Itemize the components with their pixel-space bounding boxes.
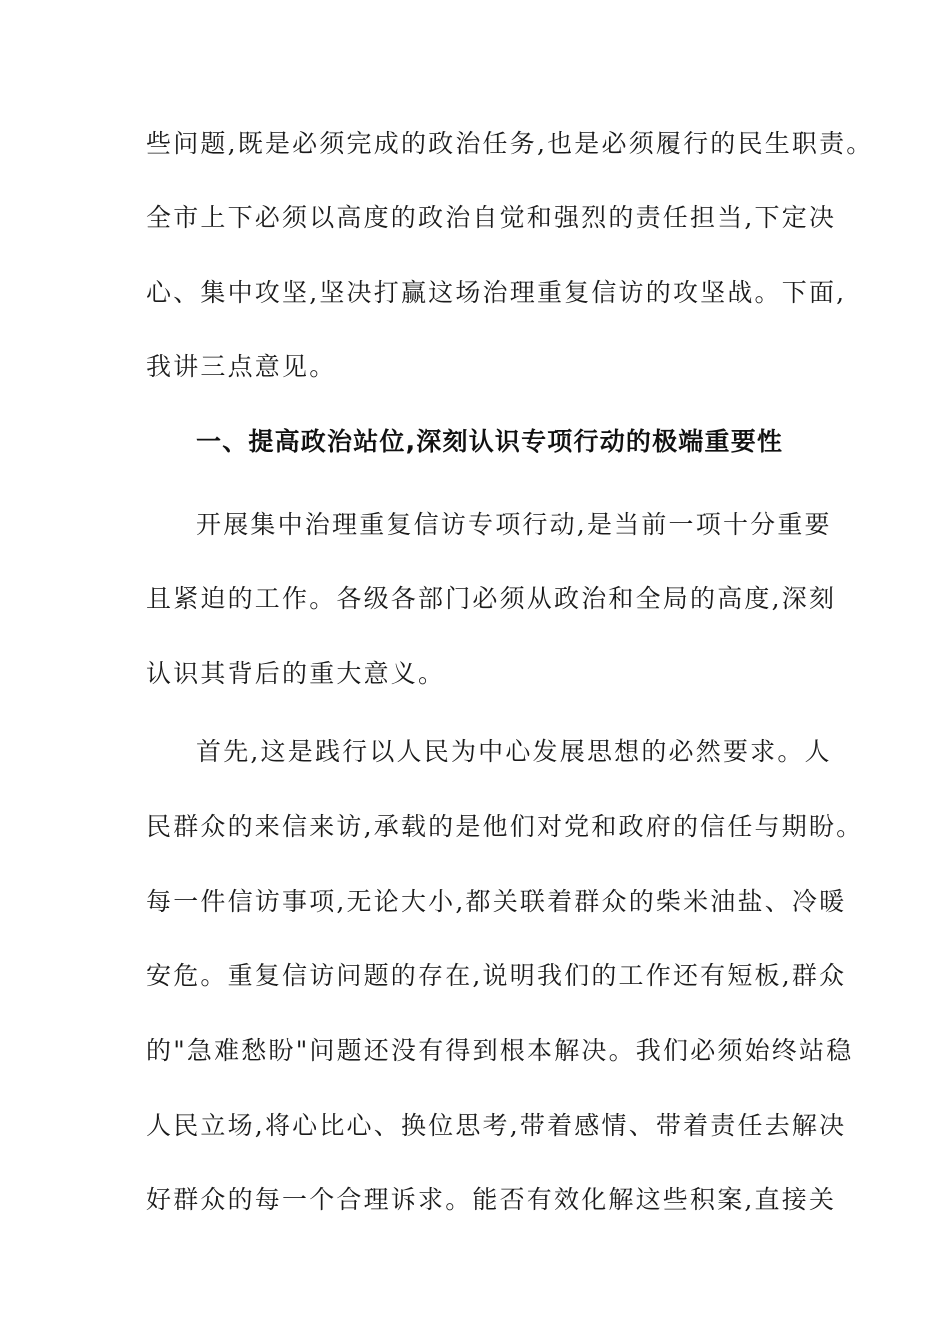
- body-text-line: 的"急难愁盼"问题还没有得到根本解决。我们必须始终站稳: [146, 1036, 854, 1065]
- body-text-line: 些问题,既是必须完成的政治任务,也是必须履行的民生职责。: [146, 129, 874, 158]
- section-heading: 一、提高政治站位,深刻认识专项行动的极端重要性: [196, 427, 784, 456]
- body-text-line: 我讲三点意见。: [146, 352, 337, 381]
- paragraph-first-line: 开展集中治理重复信访专项行动,是当前一项十分重要: [196, 510, 832, 539]
- body-text-line: 每一件信访事项,无论大小,都关联着群众的柴米油盐、冷暖: [146, 887, 847, 916]
- body-text-line: 安危。重复信访问题的存在,说明我们的工作还有短板,群众: [146, 961, 847, 990]
- body-text-line: 认识其背后的重大意义。: [146, 659, 446, 688]
- body-text-line: 全市上下必须以高度的政治自觉和强烈的责任担当,下定决: [146, 203, 837, 232]
- body-text-line: 且紧迫的工作。各级各部门必须从政治和全局的高度,深刻: [146, 584, 837, 613]
- body-text-line: 好群众的每一个合理诉求。能否有效化解这些积案,直接关: [146, 1185, 837, 1214]
- paragraph-first-line: 首先,这是践行以人民为中心发展思想的必然要求。人: [196, 737, 832, 766]
- body-text-line: 人民立场,将心比心、换位思考,带着感情、带着责任去解决: [146, 1111, 847, 1140]
- body-text-line: 民群众的来信来访,承载的是他们对党和政府的信任与期盼。: [146, 812, 864, 841]
- body-text-line: 心、集中攻坚,坚决打赢这场治理重复信访的攻坚战。下面,: [146, 278, 847, 307]
